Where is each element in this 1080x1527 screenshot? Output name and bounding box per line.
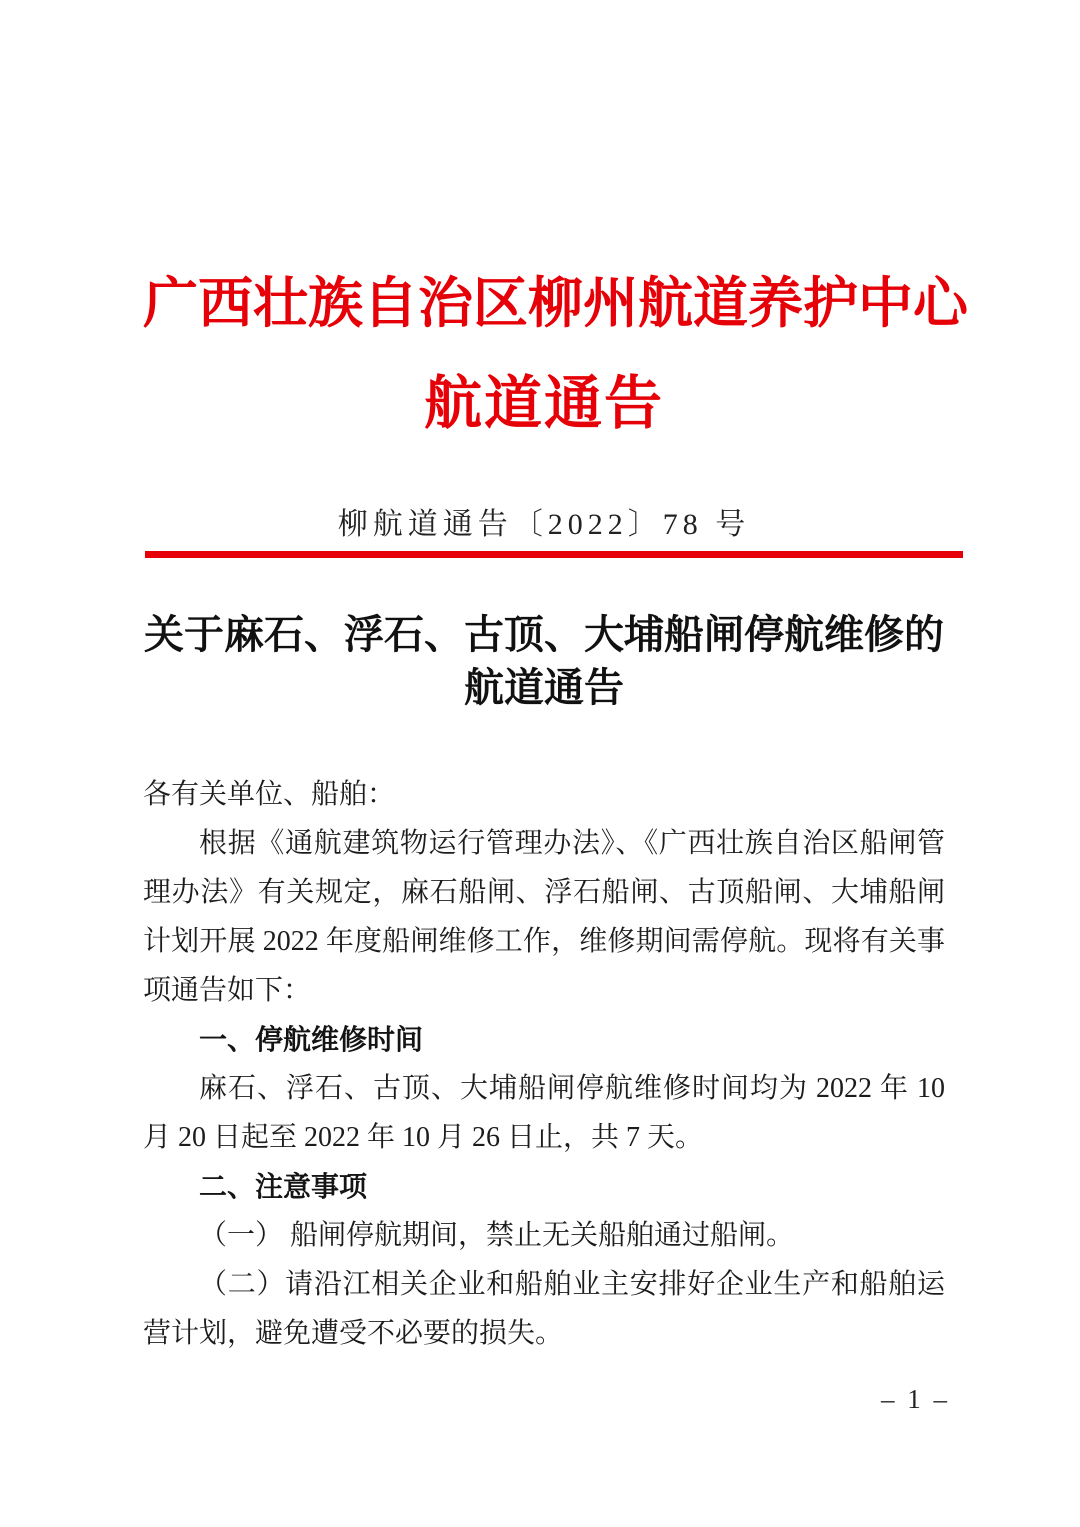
document-number: 柳航道通告〔2022〕78 号 (337, 508, 751, 541)
section-heading-2: 二、注意事项 (199, 1171, 368, 1202)
notice-item-1: （一） 船闸停航期间，禁止无关船舶通过船闸。 (199, 1220, 795, 1251)
org-title-line1: 广西壮族自治区柳州航道养护中心 (143, 273, 969, 334)
issuing-org-title (143, 0, 969, 440)
section-heading-1: 一、停航维修时间 (199, 1024, 424, 1055)
notice-item-2: （二）请沿江相关企业和船舶业主安排好企业生产和船舶运营计划，避免遭受不必要的损失。 (143, 1269, 945, 1349)
notice-body (143, 770, 945, 1358)
notice-title-line2: 航道通告 (464, 665, 624, 710)
salutation: 各有关单位、船舶： (143, 779, 396, 810)
notice-title (143, 608, 945, 714)
page-number: – 1 – (881, 1384, 950, 1414)
notice-title-line1: 关于麻石、浮石、古顶、大埔船闸停航维修的 (144, 612, 944, 657)
paragraph-legal-basis: 根据《通航建筑物运行管理办法》、《广西壮族自治区船闸管理办法》有关规定，麻石船闸、浮石船闸、古顶船闸、大埔船闸计划开展 2022 年度船闸维修工作，维修期间需停航。现将有关事项通告如下： (143, 828, 945, 1006)
red-divider-line (145, 551, 963, 558)
org-title-line2: 航道通告 (423, 371, 664, 436)
paragraph-maintenance-time: 麻石、浮石、古顶、大埔船闸停航维修时间均为 2022 年 10 月 20 日起至 2022 年 10 月 26 日止，共 7 天。 (143, 1073, 945, 1153)
